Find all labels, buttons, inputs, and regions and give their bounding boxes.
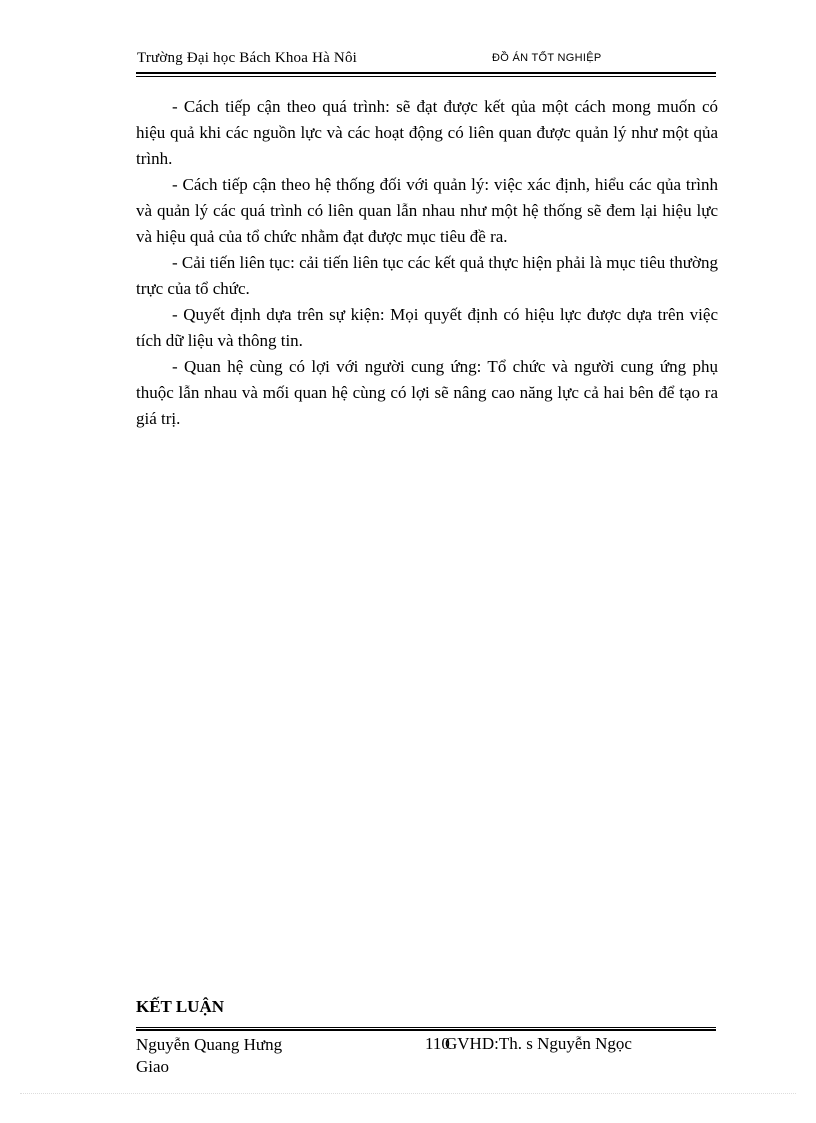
- paragraph: - Quyết định dựa trên sự kiện: Mọi quyết định có hiệu lực được dựa trên việc tích dữ liệu và thông tin.: [136, 305, 718, 350]
- footer-divider: [136, 1027, 716, 1031]
- paragraph: - Cải tiến liên tục: cải tiến liên tục các kết quả thực hiện phải là mục tiêu thường trực của tổ chức.: [136, 253, 718, 298]
- body-text: [136, 94, 718, 432]
- page-number: 110: [425, 1034, 450, 1053]
- header-school-name: Trường Đại học Bách Khoa Hà Nôi: [137, 50, 358, 66]
- paragraph: - Quan hệ cùng có lợi với người cung ứng: Tổ chức và người cung ứng phụ thuộc lẫn nhau và mối quan hệ cùng có lợi sẽ nâng cao năng lực cả hai bên để tạo ra giá trị.: [136, 357, 718, 428]
- paragraph: - Cách tiếp cận theo hệ thống đối với quản lý: việc xác định, hiểu các qủa trình và quản lý các quá trình có liên quan lẫn nhau như một hệ thống sẽ đem lại hiệu lực và hiệu quả của tổ chức nhằm đạt được mục tiêu đề ra.: [136, 175, 718, 246]
- header-document-type: ĐỒ ÁN TỐT NGHIỆP: [492, 52, 602, 64]
- supervisor: GVHD:Th. s Nguyễn Ngọc: [445, 1034, 632, 1053]
- author-name: Nguyễn Quang Hưng: [136, 1035, 283, 1054]
- header-divider: [136, 72, 716, 77]
- page-bottom-edge: [20, 1093, 796, 1094]
- paragraph: - Cách tiếp cận theo quá trình: sẽ đạt được kết qủa một cách mong muốn có hiệu quả khi các nguồn lực và các hoạt động có liên quan được quản lý như một qủa trình.: [136, 97, 718, 168]
- conclusion-heading: KẾT LUẬN: [136, 997, 225, 1016]
- footer-author: [136, 1034, 282, 1078]
- author-name-continued: Giao: [136, 1057, 170, 1076]
